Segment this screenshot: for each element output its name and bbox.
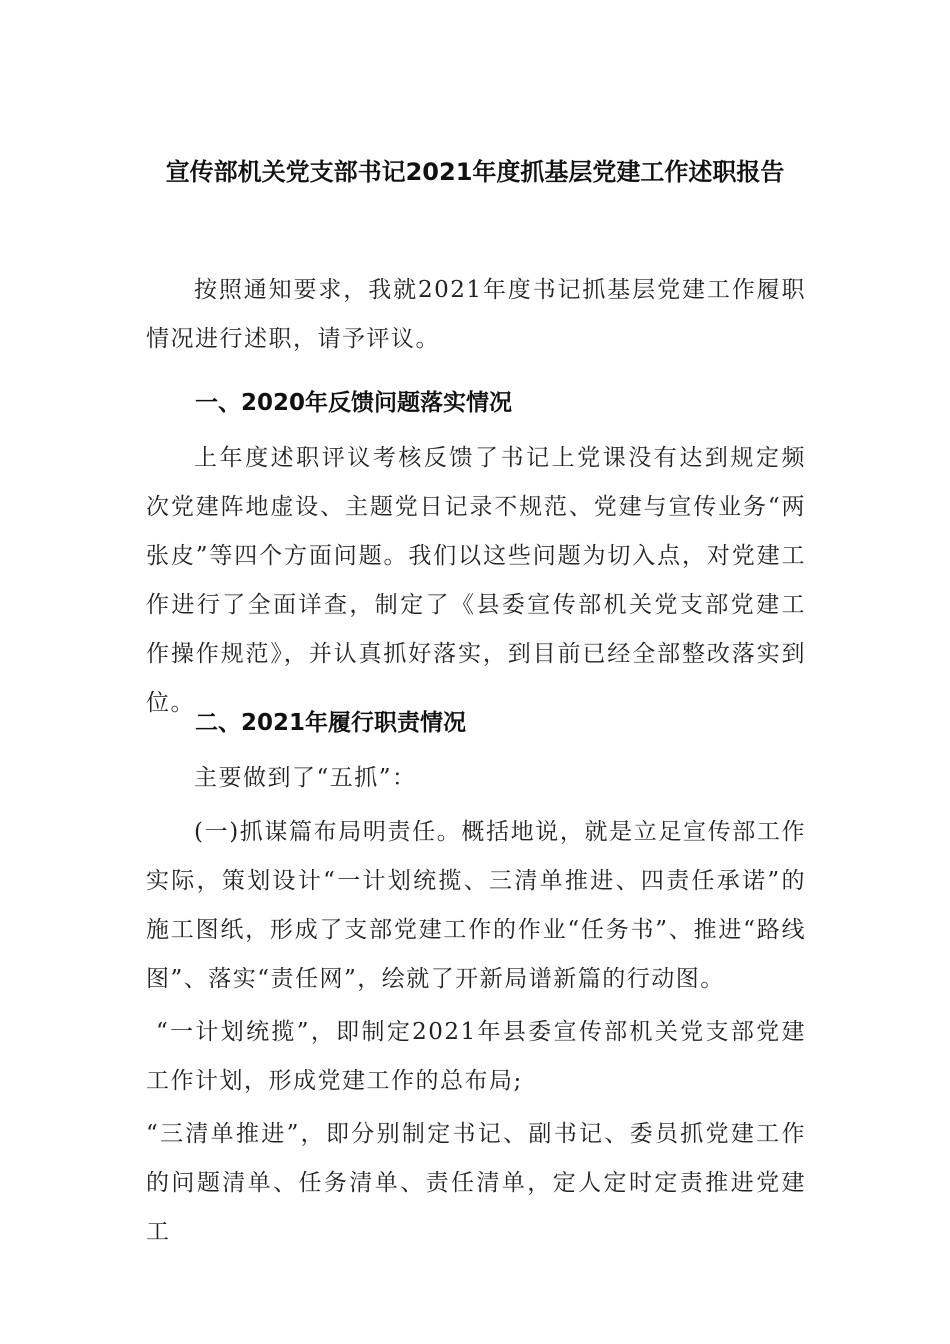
section-heading-2: 二、2021年履行职责情况: [195, 710, 467, 736]
item-1-paragraph: (一)抓谋篇布局明责任。概括地说，就是立足宣传部工作实际，策划设计“一计划统揽、三清单推进、四责任承诺”的施工图纸，形成了支部党建工作的作业“任务书”、推进“路线图”、落实“责任网”，绘就了开新局谱新篇的行动图。: [146, 819, 806, 992]
section-heading-1: 一、2020年反馈问题落实情况: [195, 390, 513, 416]
section-1-paragraph: 上年度述职评议考核反馈了书记上党课没有达到规定频次党建阵地虚设、主题党日记录不规范、党建与宣传业务“两张皮”等四个方面问题。我们以这些问题为切入点，对党建工作进行了全面详查，制定了《县委宣传部机关党支部党建工作操作规范》，并认真抓好落实，到目前已经全部整改落实到位。: [146, 445, 806, 716]
item-1-part-2: “一计划统揽”，即制定2021年县委宣传部机关党支部党建工作计划，形成党建工作的总布局;: [146, 1019, 806, 1094]
item-1-part-3: “三清单推进”，即分别制定书记、副书记、委员抓党建工作的问题清单、任务清单、责任清单，定人定时定责推进党建工: [146, 1121, 806, 1245]
section-2-lead: 主要做到了“五抓”：: [194, 765, 417, 791]
document-title: 宣传部机关党支部书记2021年度抓基层党建工作述职报告: [165, 158, 785, 186]
intro-paragraph: 按照通知要求，我就2021年度书记抓基层党建工作履职情况进行述职，请予评议。: [146, 277, 806, 352]
